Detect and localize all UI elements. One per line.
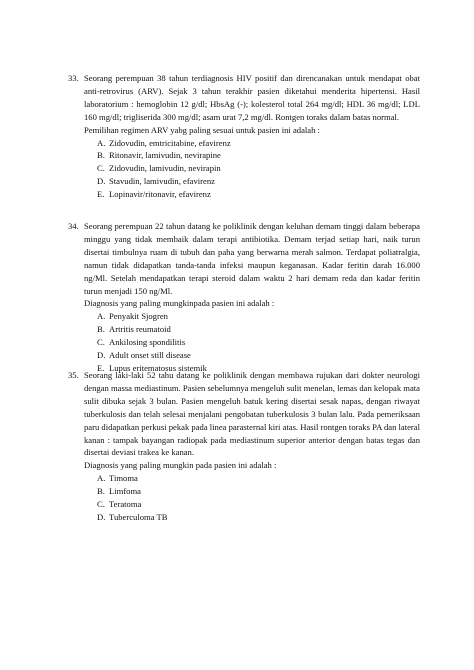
option-letter: C.: [97, 499, 105, 510]
answer-options: [84, 310, 420, 375]
question-stem: Seorang perempuan 38 tahun terdiagnosis HIV positif dan direncanakan untuk mendapat obat anti-retrovirus (ARV). Sejak 3 tahun terakhir pasien diketahui menderita hipertensi. Hasil laboratorium : hemoglobin 12 g/dl; HbsAg (-); kolesterol total 264 mg/dl; HDL 36 mg/dl; LDL 160 mg/dl; trigliserida 300 mg/dl; asam urat 7,2 mg/dl. Rontgen toraks dalam batas normal.: [84, 73, 420, 122]
option-b: [97, 149, 420, 162]
option-letter: E.: [97, 362, 105, 373]
question-stem: Seorang perempuan 22 tahun datang ke poliklinik dengan keluhan demam tinggi dalam beberapa minggu yang tidak membaik dalam terapi antibiotika. Demam terjad setiap hari, naik turun disertai timbulnya ruam di tubuh dan paha yang berwarna merah salmon. Terdapat poliatralgia, namun tidak didapatkan tanda-tanda infeksi maupun keganasan. Kadar feritin darah 16.000 ng/Ml. Setelah mendapatkan terapi steroid dalam waktu 2 hari demam reda dan kadar feritin turun menjadi 150 ng/Ml.: [84, 221, 420, 296]
option-text: Tuberculoma TB: [109, 511, 168, 522]
option-text: Adult onset still disease: [109, 350, 191, 361]
option-text: Zidovudin, lamivudin, nevirapin: [109, 163, 221, 174]
option-text: Ankilosing spondilitis: [109, 337, 186, 348]
question-number: 35.: [68, 370, 79, 380]
answer-options: [84, 472, 420, 524]
option-letter: D.: [97, 511, 106, 522]
question-prompt: Diagnosis yang paling mungkin pada pasien ini adalah :: [84, 460, 277, 471]
question-prompt: Pemilihan regimen ARV yabg paling sesuai untuk pasien ini adalah :: [84, 124, 320, 135]
option-letter: D.: [97, 176, 106, 187]
option-letter: D.: [97, 350, 106, 361]
answer-options: [84, 137, 420, 202]
option-text: Teratoma: [109, 499, 142, 510]
option-letter: A.: [97, 311, 106, 322]
option-text: Ritonavir, lamivudin, nevirapine: [109, 150, 221, 161]
option-letter: B.: [97, 324, 105, 335]
option-letter: A.: [97, 137, 106, 148]
option-text: Limfoma: [109, 486, 141, 497]
option-a: [97, 472, 420, 485]
option-text: Zidovudin, emtricitabine, efavirenz: [109, 137, 231, 148]
option-a: [97, 310, 420, 323]
option-c: [97, 498, 420, 511]
option-d: [97, 511, 420, 524]
option-text: Timoma: [109, 473, 138, 484]
option-d: [97, 175, 420, 188]
question-number: 33.: [68, 73, 79, 83]
option-c: [97, 162, 420, 175]
option-text: Stavudin, lamivudin, efavirenz: [109, 176, 215, 187]
option-b: [97, 323, 420, 336]
question-35: [68, 369, 420, 524]
question-number: 34.: [68, 221, 79, 231]
question-stem: Seorang laki-laki 52 tahu datang ke poliklinik dengan membawa rujukan dari dokter neurologi dengan massa mediastinum. Pasien sebelumnya mengeluh sulit menelan, lemas dan kelopak mata sulit dibuka sejak 3 bulan. Pasien mengeluh batuk kering disertai sesak napas, dengan riwayat tuberkulosis dan telah selesai menjalani pengobatan tuberkulosis 3 bulan lalu. Pada pemeriksaan paru didapatkan perkusi pekak pada linea parasternal kiri atas. Hasil rontgen toraks PA dan lateral kanan : tampak bayangan radiopak pada mediastinum superior anterior dengan batas tegas dan disertai deviasi trakea ke kanan.: [84, 370, 420, 458]
option-letter: E.: [97, 189, 105, 200]
option-letter: C.: [97, 337, 105, 348]
question-34: [68, 220, 420, 375]
option-letter: B.: [97, 486, 105, 497]
option-text: Penyakit Sjogren: [109, 311, 168, 322]
option-b: [97, 485, 420, 498]
option-e: [97, 188, 420, 201]
option-letter: B.: [97, 150, 105, 161]
option-letter: C.: [97, 163, 105, 174]
option-text: Lopinavir/ritonavir, efavirenz: [109, 189, 211, 200]
option-d: [97, 349, 420, 362]
question-prompt: Diagnosis yang paling mungkinpada pasien ini adalah :: [84, 298, 275, 309]
option-c: [97, 336, 420, 349]
option-text: Artritis reumatoid: [109, 324, 171, 335]
question-33: [68, 72, 420, 201]
option-letter: A.: [97, 473, 106, 484]
option-text: Lupus eritematosus sistemik: [109, 362, 207, 373]
option-a: [97, 137, 420, 150]
